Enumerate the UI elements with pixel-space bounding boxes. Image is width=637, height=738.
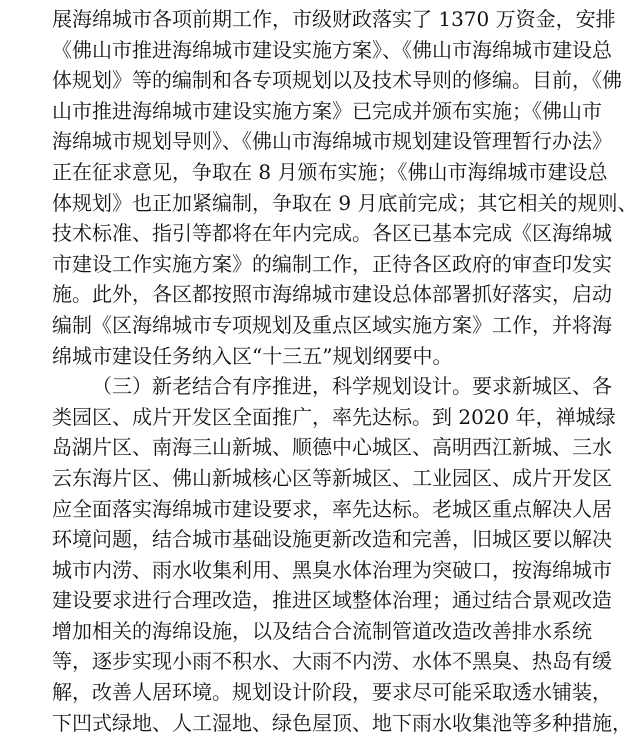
text-line: 岛湖片区、南海三山新城、顺德中心城区、高明西江新城、三水 [52,435,612,460]
text-line: 体规划》也正加紧编制，争取在 9 月底前完成；其它相关的规则、 [52,190,637,215]
text-line: 正在征求意见，争取在 8 月颁布实施；《佛山市海绵城市建设总 [52,159,608,184]
text-line: 市建设工作实施方案》的编制工作，正待各区政府的审查印发实 [52,251,612,276]
text-line: 山市推进海绵城市建设实施方案》已完成并颁布实施；《佛山市 [52,98,602,123]
text-line: 等，逐步实现小雨不积水、大雨不内涝、水体不黑臭、热岛有缓 [52,649,612,674]
section-heading-line: （三）新老结合有序推进，科学规划设计。要求新城区、各 [92,374,612,399]
text-line: 编制《区海绵城市专项规划及重点区域实施方案》工作，并将海 [52,312,612,337]
text-line: 建设要求进行合理改造，推进区域整体治理；通过结合景观改造 [52,588,612,613]
text-line: 展海绵城市各项前期工作，市级财政落实了 1370 万资金，安排 [52,7,616,31]
text-line: 体规划》等的编制和各专项规划以及技术导则的修编。目前，《佛 [52,68,622,93]
text-line: 应全面落实海绵城市建设要求，率先达标。老城区重点解决人居 [52,496,612,521]
text-line: 增加相关的海绵设施，以及结合合流制管道改造改善排水系统 [52,618,592,643]
paragraph-end-line: 绵城市建设任务纳入区“十三五”规划纲要中。 [52,343,453,368]
text-line: 城市内涝、雨水收集利用、黑臭水体治理为突破口，按海绵城市 [52,557,612,582]
text-line: 解，改善人居环境。规划设计阶段，要求尽可能采取透水铺装， [52,680,612,705]
text-line: 类园区、成片开发区全面推广，率先达标。到 2020 年，禅城绿 [52,404,616,429]
text-line: 下凹式绿地、人工湿地、绿色屋顶、地下雨水收集池等多种措施， [52,710,632,735]
text-line: 环境问题，结合城市基础设施更新改造和完善，旧城区要以解决 [52,527,612,552]
text-line: 施。此外，各区都按照市海绵城市建设总体部署抓好落实，启动 [52,282,612,307]
text-line: 海绵城市规划导则》、《佛山市海绵城市规划建设管理暂行办法》 [52,129,612,154]
text-line: 技术标准、指引等都将在年内完成。各区已基本完成《区海绵城 [52,221,612,246]
text-line: 云东海片区、佛山新城核心区等新城区、工业园区、成片开发区 [52,465,612,490]
text-line: 《佛山市推进海绵城市建设实施方案》、《佛山市海绵城市建设总 [52,37,612,62]
